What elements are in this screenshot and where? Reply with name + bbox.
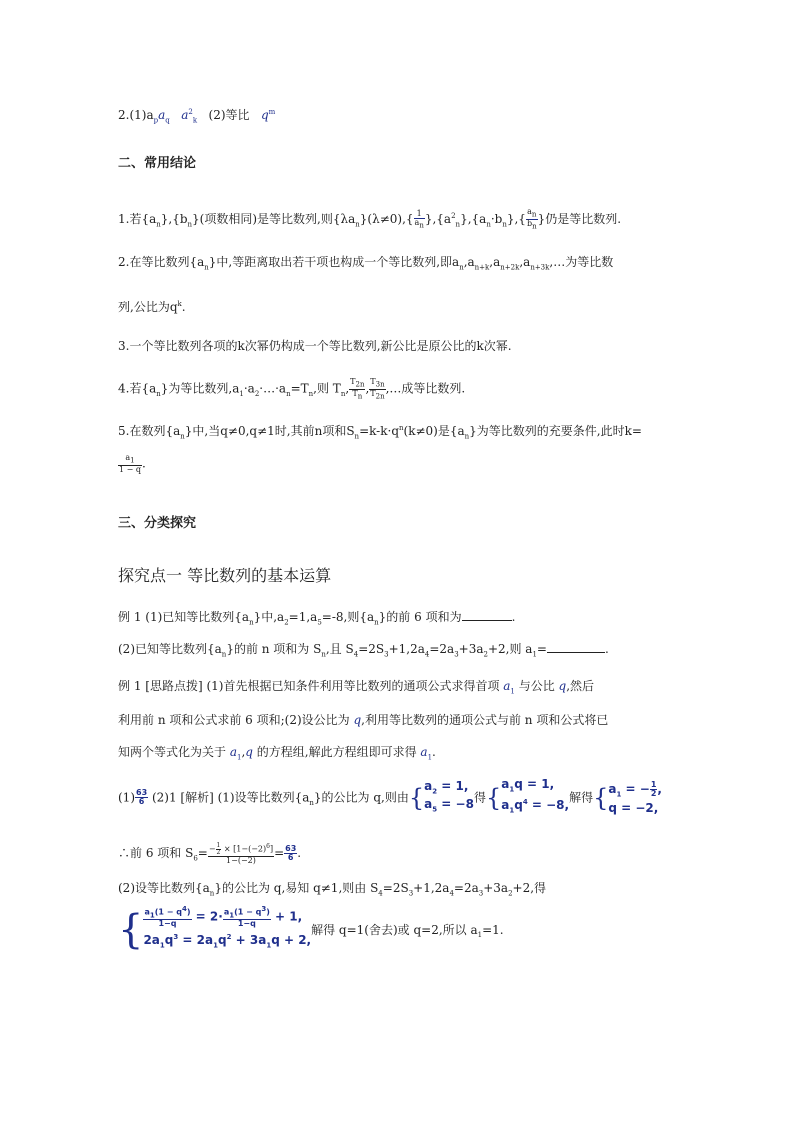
text: (1) [118, 790, 135, 805]
text: = [197, 846, 208, 860]
text: q [164, 933, 174, 948]
conclusion-2-line-1 [118, 254, 613, 275]
conclusion-1: 1.若$\{a_n\},\{b_n\}$(项数相同)是等比数列,则$\{\lambda a_n\}(\lambda\ne 0)$,{ $\frac{1}{a_n}$ }$,\{a^2_n\},\{a_n\cdot b_n\}$,{ $\frac{a_n}{b_n}$ }仍是等比数列. [118, 207, 622, 231]
text: 2a [143, 933, 160, 948]
text: +2,则 a [487, 642, 533, 656]
text: = − [621, 782, 650, 797]
text: +3a [458, 642, 484, 656]
text: 解得 q=1(舍去)或 q=2,所以 a [311, 922, 478, 937]
text: ) [186, 907, 191, 917]
text: =2a [453, 881, 479, 895]
conclusion-5-line-1 [118, 420, 642, 444]
text: T [352, 388, 358, 398]
text: = [536, 642, 547, 656]
brace: { [118, 907, 144, 954]
text: k [192, 116, 198, 125]
text: 3n [375, 380, 385, 389]
text: 2 [508, 889, 513, 898]
text: n [502, 220, 507, 229]
text: T [350, 377, 356, 386]
text: q [514, 798, 523, 813]
text: n [204, 263, 209, 272]
text: }为等比数列的充要条件,此时k= [469, 424, 642, 438]
fraction [135, 789, 148, 806]
text: =2a [429, 642, 455, 656]
text: (1 − q [154, 907, 182, 917]
text: (k≠0)是{a [403, 424, 465, 438]
text: 1 [532, 650, 537, 659]
text: 1 [236, 753, 242, 762]
text: b [526, 219, 533, 228]
text: a [158, 108, 166, 122]
text: n [459, 263, 464, 272]
text: n [419, 221, 424, 230]
example-1-part-1 [118, 608, 515, 630]
text: 1 [229, 911, 235, 920]
text: 1 [509, 806, 515, 815]
text: 利用前 n 项和公式求前 6 项和;(2)设公比为 [118, 713, 354, 727]
fraction [118, 454, 142, 474]
solution-line-4 [118, 906, 504, 955]
text: = 2· [191, 909, 223, 924]
text: , [345, 381, 350, 396]
text: . [142, 456, 146, 471]
text: ,利用等比数列的通项公式与前 n 项和公式将已 [361, 713, 609, 727]
text: 6 [135, 797, 148, 806]
text: a [144, 907, 150, 917]
brace: { [485, 783, 502, 812]
text: =-8,则{a [321, 610, 375, 624]
text: a [424, 796, 433, 811]
fraction [526, 208, 538, 230]
text: 2 [432, 786, 438, 795]
text: 5 [317, 618, 322, 627]
text: 3 [478, 889, 484, 898]
text: a [125, 453, 131, 462]
text: n [156, 220, 161, 229]
text: ,…成等比数列. [385, 381, 466, 396]
text: 1 [509, 785, 515, 794]
text: n [221, 650, 227, 659]
text: n [464, 432, 470, 441]
text: }的公比为 q,易知 q≠1,则由 S [214, 881, 379, 895]
text: 解得 [569, 790, 594, 805]
text: n [374, 618, 379, 627]
text: 3 [454, 650, 459, 659]
text: n [355, 220, 360, 229]
text: × [1−(−2) [221, 844, 267, 853]
text: ·a [243, 381, 255, 396]
text: ,a [463, 255, 475, 269]
text: q [245, 745, 253, 759]
text: n+k [474, 263, 490, 272]
section-heading-3: 三、分类探究 [118, 516, 197, 531]
text: n [455, 220, 461, 229]
text: 2 [188, 108, 193, 116]
text: a [181, 108, 189, 122]
text: 4 [378, 889, 383, 898]
text: 1 [477, 931, 483, 940]
text: a [501, 798, 510, 813]
text: 1 [510, 687, 515, 696]
text: . [181, 300, 186, 314]
text: =1. [482, 922, 504, 937]
text: }, [506, 212, 519, 226]
text: q [260, 108, 269, 122]
text: 3 [384, 650, 389, 659]
answer-blank [547, 640, 605, 653]
text: = 1, [437, 778, 469, 793]
text: 4 [449, 889, 454, 898]
text: =2S [358, 642, 385, 656]
conclusion-4 [118, 378, 465, 402]
text: n [209, 889, 215, 898]
conclusion-2-line-2 [118, 296, 186, 315]
text: +1,2a [388, 642, 425, 656]
text: 仍是等比数列. [545, 212, 622, 226]
answer-line-1 [118, 104, 275, 128]
text: 3 [261, 905, 267, 913]
text: = 2a [178, 933, 214, 948]
hint-line-3 [118, 744, 436, 765]
fraction [208, 843, 274, 865]
solution-line-3 [118, 880, 546, 901]
text: a [414, 217, 420, 227]
equation-system [608, 781, 662, 814]
text: ,{a [432, 212, 452, 226]
text: 4 [522, 798, 528, 807]
text: a [503, 679, 511, 693]
hint-line-2 [118, 712, 608, 728]
text: }中,等距离取出若干项也构成一个等比数列,即a [208, 255, 460, 269]
text: = [274, 846, 285, 860]
text: 1 [650, 780, 657, 790]
text: 6 [193, 854, 198, 863]
text: 2 [216, 848, 221, 856]
text: k [177, 300, 182, 308]
text: 1 [213, 941, 218, 950]
text: 2.(1)a [118, 108, 154, 122]
text: 2 [284, 618, 289, 627]
answer-blank [462, 608, 512, 621]
text: =k-k·q [359, 424, 399, 438]
fraction [284, 845, 297, 862]
text: ,则 T [313, 381, 341, 396]
brace: { [593, 783, 609, 812]
text: n [286, 389, 291, 398]
text: 4 [353, 650, 359, 659]
solution-line-1 [118, 778, 662, 818]
text: n [532, 222, 537, 231]
text: , [657, 782, 662, 797]
conclusion-3: 3.一个等比数列各项的k次幂仍构成一个等比数列,新公比是原公比的k次幂. [118, 339, 512, 353]
text: = −8, [527, 798, 570, 813]
text: 1 [159, 941, 165, 950]
text: ,a [519, 255, 531, 269]
text: q = 1, [514, 777, 555, 791]
text: 1 [427, 753, 433, 762]
text: q [217, 933, 227, 948]
text: n [187, 220, 193, 229]
conclusion-5-line-2 [118, 454, 146, 474]
text: 5.在数列{a [118, 424, 181, 438]
text: T [370, 377, 376, 386]
text: ] [269, 844, 274, 853]
text: a [424, 778, 433, 793]
text: (2)已知等比数列{a [118, 642, 222, 656]
text: }的公比为 q,则由 [313, 790, 409, 805]
text: a [420, 745, 428, 759]
text: . [297, 846, 302, 860]
brace: { [408, 783, 425, 812]
text: +1,2a [413, 881, 450, 895]
text: a [229, 745, 237, 759]
text: =2S [382, 881, 409, 895]
fraction [223, 906, 271, 928]
text: }的前 n 项和为 S [226, 642, 322, 656]
text: n+3k [530, 263, 550, 272]
text: (2)等比 [208, 108, 250, 122]
text: + 3a [231, 933, 267, 948]
text: 1 [239, 389, 244, 398]
text: a [527, 207, 532, 217]
equation-system [143, 906, 311, 955]
text: =T [290, 381, 309, 396]
text: p [153, 116, 159, 125]
text: =1,a [288, 610, 318, 624]
text: }(项数相同)是等比数列,则{λa [192, 212, 356, 226]
text: 1−q [143, 919, 191, 928]
text: 2n [355, 380, 365, 389]
text: ·…·a [259, 381, 287, 396]
text: ) [266, 907, 270, 917]
text: (1 − q [234, 907, 262, 917]
text: ∴前 6 项和 S [118, 846, 194, 860]
text: n [399, 424, 404, 432]
text: },{a [460, 212, 487, 226]
text: 1−(−2) [208, 856, 274, 865]
text: 得 [473, 790, 486, 805]
text: 1 [130, 456, 135, 465]
fraction [349, 378, 365, 400]
text: 4.若{a [118, 381, 157, 396]
text: 1 [616, 790, 622, 799]
fraction [414, 210, 425, 230]
text: a [501, 777, 510, 791]
text: 1 − q [119, 464, 141, 474]
text: +3a [483, 881, 509, 895]
text: 4 [424, 650, 430, 659]
text: q [558, 679, 567, 693]
text: a [608, 782, 617, 797]
text: 1−q [223, 919, 271, 928]
text: 2 [451, 212, 456, 220]
text: n+2k [500, 263, 520, 272]
text: 6 [284, 853, 297, 862]
text: 2n [375, 392, 385, 401]
text: 与公比 [514, 679, 559, 693]
text: 2 [483, 650, 488, 659]
text: n [357, 392, 363, 401]
text: }(λ≠0), [359, 212, 406, 226]
text: 例 1 (1)已知等比数列{a [118, 610, 250, 624]
equation-system [424, 780, 474, 817]
fraction [369, 378, 385, 400]
text: q + 2, [271, 933, 312, 948]
text: n [486, 220, 491, 229]
text: − [208, 844, 216, 853]
text: 1 [216, 841, 221, 849]
text: 1 [149, 911, 155, 920]
text: n [321, 650, 326, 659]
text: ,…为等比数 [549, 255, 614, 269]
text: n [180, 432, 185, 441]
text: }的前 6 项和为 [378, 610, 462, 624]
text: 1.若{a [118, 212, 157, 226]
text: ,且 S [325, 642, 354, 656]
text: 3 [173, 933, 179, 942]
text: q = −2, [608, 800, 659, 815]
text: n [340, 389, 346, 398]
fraction [143, 906, 191, 928]
topic-title: 探究点一 等比数列的基本运算 [118, 566, 332, 585]
text: n [309, 798, 314, 807]
text: , [241, 745, 246, 759]
text: 的方程组,解此方程组即可求得 [252, 745, 421, 759]
text: 6 [266, 842, 270, 850]
text: ·b [490, 212, 503, 226]
text: ,然后 [566, 679, 595, 693]
equation-system [501, 778, 569, 818]
text: (2)1 [解析] (1)设等比数列{a [148, 790, 310, 805]
text: (2)设等比数列{a [118, 881, 210, 895]
text: T [370, 388, 376, 398]
text: 知两个等式化为关于 [118, 745, 230, 759]
text: }中,a [253, 610, 285, 624]
example-1-part-2 [118, 640, 609, 662]
text: n [354, 432, 360, 441]
text: n [156, 389, 161, 398]
text: . [432, 745, 436, 759]
text: 2 [254, 389, 260, 398]
solution-line-2 [118, 838, 301, 873]
section-heading-2: 二、常用结论 [118, 156, 197, 171]
text: ,a [489, 255, 501, 269]
text: 1 [416, 208, 422, 218]
text: q [165, 116, 170, 125]
text: q [353, 713, 362, 727]
text: +2,得 [512, 881, 547, 895]
text: 63 [136, 788, 148, 798]
text: , [365, 381, 370, 396]
text: 3 [408, 889, 414, 898]
text: 例 1 [思路点拨] (1)首先根据已知条件利用等比数列的通项公式求得首项 [118, 679, 504, 693]
text: n [308, 389, 314, 398]
text: 2.在等比数列{a [118, 255, 205, 269]
text: 5 [432, 805, 438, 814]
text: 2 [226, 933, 232, 942]
text: }中,当q≠0,q≠1时,其前n项和S [184, 424, 355, 438]
text: 列,公比为q [118, 300, 178, 314]
text: }为等比数列,a [160, 381, 240, 396]
hint-line-1 [118, 678, 594, 699]
text: 63 [285, 844, 297, 853]
text: = −8 [437, 796, 474, 811]
text: . [604, 642, 609, 656]
text: },{b [160, 212, 188, 226]
text: . [511, 610, 516, 624]
text: 4 [181, 905, 187, 913]
text: + 1, [270, 909, 303, 924]
text: a [223, 907, 230, 917]
text: n [531, 211, 537, 219]
text: m [268, 108, 276, 116]
text: n [249, 618, 254, 627]
text: 1 [266, 941, 272, 950]
text: 2 [650, 789, 657, 799]
